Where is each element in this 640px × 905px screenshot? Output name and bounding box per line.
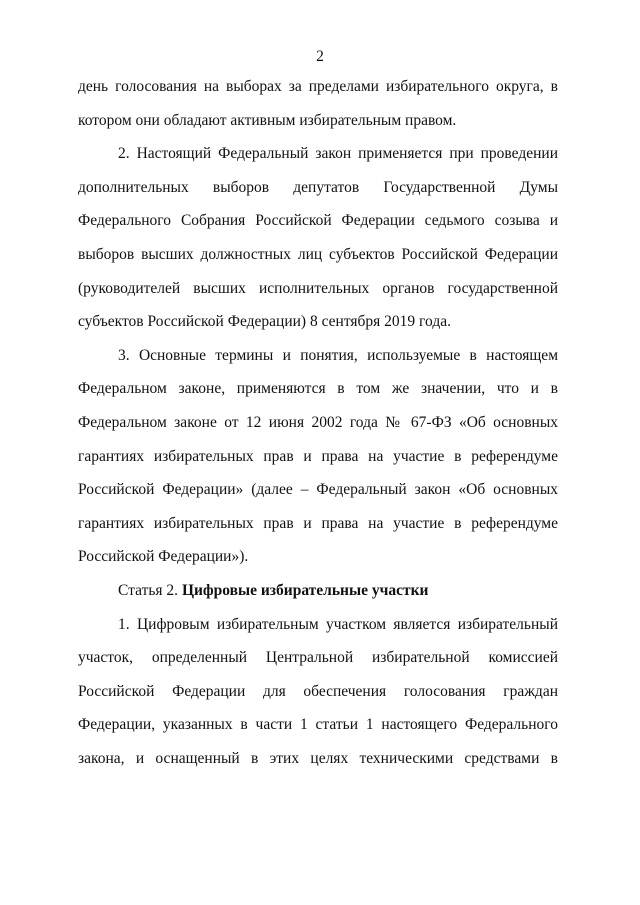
article-prefix: Статья 2. (118, 581, 182, 599)
text-line: закона, и оснащенный в этих целях техническими средствами в (78, 749, 558, 767)
text-line: Российской Федерации для обеспечения голосования граждан (78, 682, 558, 700)
text-line: котором они обладают активным избирательным правом. (78, 111, 457, 129)
text-line: 3. Основные термины и понятия, используемые в настоящем (118, 346, 558, 364)
article-heading (78, 574, 558, 608)
text-line: дополнительных выборов депутатов Государственной Думы (78, 178, 558, 196)
section-1-text (78, 70, 558, 574)
article-2-text (78, 608, 558, 776)
text-line: участок, определенный Центральной избирательной комиссией (78, 649, 558, 667)
text-line: Федерального Собрания Российской Федерации седьмого созыва и (78, 212, 558, 230)
text-line: (руководителей высших исполнительных органов государственной (78, 279, 558, 297)
text-line: Федеральном законе, применяются в том же значении, что и в (78, 380, 558, 398)
text-line: Российской Федерации» (далее – Федеральный закон «Об основных (78, 481, 558, 499)
text-line: 2. Настоящий Федеральный закон применяется при проведении (118, 145, 558, 163)
text-line: выборов высших должностных лиц субъектов Российской Федерации (78, 245, 558, 263)
article-title: Цифровые избирательные участки (181, 581, 429, 599)
text-line: Федеральном законе от 12 июня 2002 года № 67-ФЗ «Об основных (78, 413, 558, 431)
body-text (78, 70, 558, 775)
text-line: гарантиях избирательных прав и права на участие в референдуме (78, 514, 558, 532)
text-line: Федерации, указанных в части 1 статьи 1 настоящего Федерального (78, 716, 558, 734)
text-line: субъектов Российской Федерации) 8 сентября 2019 года. (78, 313, 451, 331)
text-line: день голосования на выборах за пределами избирательного округа, в (78, 78, 558, 95)
text-line: 1. Цифровым избирательным участком является избирательный (118, 615, 558, 633)
page-number: 2 (316, 48, 324, 65)
text-line: гарантиях избирательных прав и права на участие в референдуме (78, 447, 558, 465)
text-line: Российской Федерации»). (78, 548, 249, 566)
